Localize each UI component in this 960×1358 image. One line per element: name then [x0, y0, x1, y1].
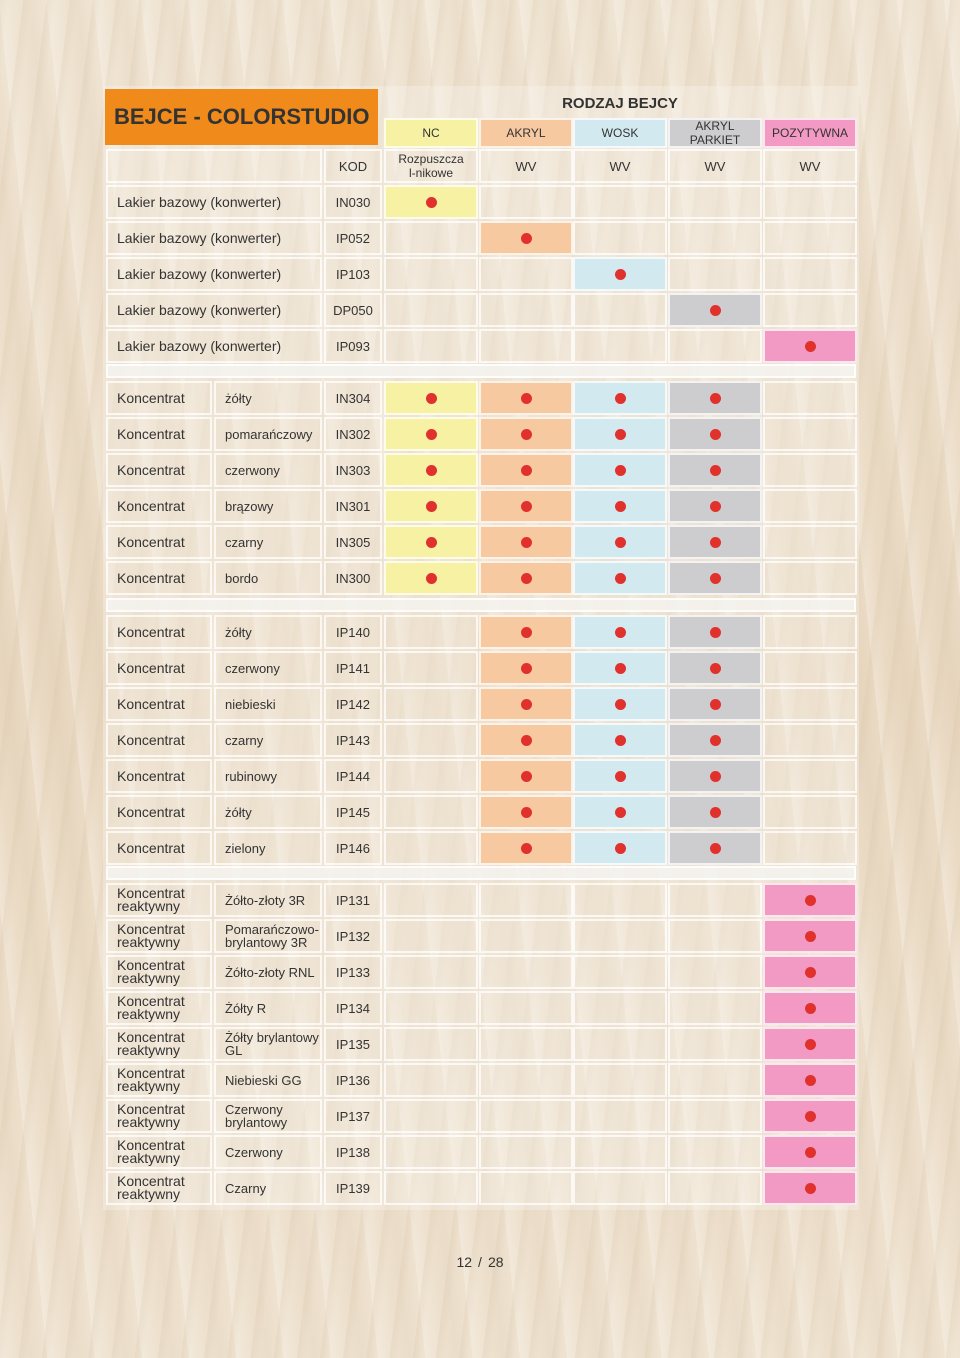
empty-cell — [384, 651, 478, 685]
compatibility-dot — [521, 429, 532, 440]
row-variant: Żółto-złoty 3R — [214, 883, 322, 917]
empty-cell — [479, 1063, 573, 1097]
row-code: IP141 — [324, 651, 382, 685]
compatible-cell — [668, 525, 762, 559]
row-code: IP135 — [324, 1027, 382, 1061]
row-variant: Czerwony brylantowy — [214, 1099, 322, 1133]
row-name: Koncentrat — [106, 525, 212, 559]
empty-cell — [573, 883, 667, 917]
column-group-header: RODZAJ BEJCY — [562, 94, 678, 112]
row-code: IP145 — [324, 795, 382, 829]
compatibility-dot — [710, 429, 721, 440]
compatibility-dot — [426, 537, 437, 548]
compatibility-dot — [521, 699, 532, 710]
compatible-cell — [384, 381, 478, 415]
empty-cell — [573, 329, 667, 363]
empty-cell — [668, 1099, 762, 1133]
empty-cell — [573, 1063, 667, 1097]
compatibility-dot — [615, 269, 626, 280]
empty-cell — [668, 1063, 762, 1097]
empty-cell — [384, 1027, 478, 1061]
row-name: Koncentrat — [106, 489, 212, 523]
column-header-wosk: WOSK — [573, 118, 667, 148]
row-variant: Żółty brylantowy GL — [214, 1027, 322, 1061]
row-name: Koncentrat — [106, 687, 212, 721]
empty-cell — [763, 831, 857, 865]
column-subheader: WV — [573, 149, 667, 183]
empty-cell — [573, 955, 667, 989]
empty-cell — [479, 185, 573, 219]
compatibility-dot — [615, 699, 626, 710]
empty-cell — [668, 991, 762, 1025]
row-variant: żółty — [214, 381, 322, 415]
empty-cell — [668, 919, 762, 953]
row-name: Koncentrat reaktywny — [106, 1027, 212, 1061]
compatibility-dot — [615, 807, 626, 818]
empty-cell — [384, 1135, 478, 1169]
empty-cell — [668, 329, 762, 363]
row-name: Koncentrat — [106, 561, 212, 595]
row-code: IN305 — [324, 525, 382, 559]
compatible-cell — [573, 687, 667, 721]
row-code: IP142 — [324, 687, 382, 721]
compatibility-dot — [615, 627, 626, 638]
compatible-cell — [668, 651, 762, 685]
compatible-cell — [479, 453, 573, 487]
compatibility-dot — [521, 663, 532, 674]
empty-cell — [573, 919, 667, 953]
page-separator: / — [478, 1254, 482, 1270]
empty-cell — [573, 1135, 667, 1169]
compatibility-dot — [615, 429, 626, 440]
compatibility-dot — [710, 663, 721, 674]
compatibility-dot — [615, 501, 626, 512]
row-variant: czerwony — [214, 651, 322, 685]
empty-cell — [384, 831, 478, 865]
compatible-cell — [763, 1063, 857, 1097]
compatibility-dot — [710, 465, 721, 476]
column-header-nc: NC — [384, 118, 478, 148]
row-name: Koncentrat — [106, 831, 212, 865]
empty-cell — [384, 257, 478, 291]
compatible-cell — [668, 723, 762, 757]
compatibility-dot — [426, 429, 437, 440]
column-subheader: WV — [763, 149, 857, 183]
empty-cell — [763, 723, 857, 757]
compatibility-dot — [805, 1039, 816, 1050]
row-name: Koncentrat — [106, 759, 212, 793]
compatibility-dot — [521, 843, 532, 854]
empty-cell — [763, 257, 857, 291]
empty-cell — [763, 525, 857, 559]
compatibility-dot — [615, 393, 626, 404]
empty-cell — [384, 687, 478, 721]
row-name: Koncentrat reaktywny — [106, 883, 212, 917]
empty-cell — [479, 1027, 573, 1061]
compatibility-dot — [521, 573, 532, 584]
compatibility-dot — [521, 735, 532, 746]
compatible-cell — [573, 831, 667, 865]
compatible-cell — [573, 257, 667, 291]
empty-cell — [479, 293, 573, 327]
compatible-cell — [384, 561, 478, 595]
row-variant: pomarańczowy — [214, 417, 322, 451]
compatibility-dot — [521, 771, 532, 782]
row-name: Koncentrat — [106, 723, 212, 757]
row-code: IP131 — [324, 883, 382, 917]
compatibility-dot — [521, 627, 532, 638]
empty-cell — [384, 221, 478, 255]
compatibility-dot — [710, 501, 721, 512]
row-name: Lakier bazowy (konwerter) — [106, 293, 322, 327]
empty-cell — [668, 221, 762, 255]
compatible-cell — [763, 919, 857, 953]
row-code: IP093 — [324, 329, 382, 363]
compatibility-dot — [710, 699, 721, 710]
row-code: IP133 — [324, 955, 382, 989]
row-variant: bordo — [214, 561, 322, 595]
compatible-cell — [573, 453, 667, 487]
compatible-cell — [573, 381, 667, 415]
row-code: IP139 — [324, 1171, 382, 1205]
compatibility-dot — [521, 501, 532, 512]
page-number — [430, 1254, 530, 1270]
compatibility-dot — [615, 465, 626, 476]
compatible-cell — [668, 293, 762, 327]
row-name: Koncentrat — [106, 381, 212, 415]
compatible-cell — [763, 1099, 857, 1133]
row-name: Lakier bazowy (konwerter) — [106, 221, 322, 255]
row-name: Koncentrat reaktywny — [106, 1099, 212, 1133]
empty-cell — [763, 759, 857, 793]
empty-cell — [384, 883, 478, 917]
compatible-cell — [384, 525, 478, 559]
compatible-cell — [384, 489, 478, 523]
compatibility-dot — [710, 627, 721, 638]
compatibility-dot — [805, 341, 816, 352]
empty-cell — [763, 381, 857, 415]
row-variant: Niebieski GG — [214, 1063, 322, 1097]
row-variant: Pomarańczowo-brylantowy 3R — [214, 919, 322, 953]
compatible-cell — [479, 417, 573, 451]
compatibility-dot — [805, 1183, 816, 1194]
row-variant: czarny — [214, 723, 322, 757]
empty-cell — [763, 453, 857, 487]
compatible-cell — [573, 417, 667, 451]
empty-cell — [573, 1027, 667, 1061]
compatible-cell — [384, 185, 478, 219]
empty-cell — [384, 723, 478, 757]
row-code: IN302 — [324, 417, 382, 451]
compatibility-dot — [521, 233, 532, 244]
column-subheader: Rozpuszczal-nikowe — [384, 149, 478, 183]
empty-cell — [763, 651, 857, 685]
compatible-cell — [668, 381, 762, 415]
row-variant: brązowy — [214, 489, 322, 523]
compatibility-dot — [426, 573, 437, 584]
compatible-cell — [668, 561, 762, 595]
compatible-cell — [668, 615, 762, 649]
row-variant: Żółty R — [214, 991, 322, 1025]
compatibility-dot — [710, 537, 721, 548]
compatibility-dot — [710, 305, 721, 316]
compatible-cell — [573, 615, 667, 649]
empty-cell — [479, 919, 573, 953]
compatibility-dot — [615, 735, 626, 746]
column-header-akryl-parkiet: AKRYL PARKIET — [668, 118, 762, 148]
empty-cell — [763, 561, 857, 595]
empty-cell — [668, 955, 762, 989]
compatible-cell — [479, 759, 573, 793]
compatibility-dot — [805, 931, 816, 942]
compatibility-dot — [805, 1003, 816, 1014]
row-name: Koncentrat reaktywny — [106, 1063, 212, 1097]
compatibility-dot — [521, 393, 532, 404]
row-code: IP132 — [324, 919, 382, 953]
row-code: IN303 — [324, 453, 382, 487]
row-code: IP140 — [324, 615, 382, 649]
row-name: Koncentrat reaktywny — [106, 919, 212, 953]
compatibility-dot — [521, 465, 532, 476]
group-separator — [106, 364, 856, 378]
compatibility-dot — [615, 843, 626, 854]
compatibility-dot — [805, 1075, 816, 1086]
empty-cell — [479, 1099, 573, 1133]
compatibility-dot — [710, 573, 721, 584]
row-variant: Czarny — [214, 1171, 322, 1205]
row-name: Koncentrat reaktywny — [106, 1171, 212, 1205]
compatible-cell — [479, 221, 573, 255]
row-code: IN030 — [324, 185, 382, 219]
empty-cell — [384, 1171, 478, 1205]
empty-cell — [668, 1171, 762, 1205]
row-name: Koncentrat — [106, 417, 212, 451]
compatibility-dot — [426, 197, 437, 208]
empty-cell — [384, 955, 478, 989]
row-code: DP050 — [324, 293, 382, 327]
compatible-cell — [668, 687, 762, 721]
row-variant: czarny — [214, 525, 322, 559]
column-subheader: WV — [668, 149, 762, 183]
empty-cell — [763, 221, 857, 255]
empty-cell — [763, 687, 857, 721]
empty-cell — [479, 991, 573, 1025]
row-code: IP134 — [324, 991, 382, 1025]
page-title: BEJCE - COLORSTUDIO — [105, 89, 378, 145]
row-variant: Czerwony — [214, 1135, 322, 1169]
row-code: IP103 — [324, 257, 382, 291]
empty-cell — [384, 991, 478, 1025]
empty-cell — [573, 991, 667, 1025]
empty-cell — [763, 417, 857, 451]
compatibility-dot — [426, 393, 437, 404]
compatibility-dot — [805, 1147, 816, 1158]
compatible-cell — [479, 723, 573, 757]
row-variant: rubinowy — [214, 759, 322, 793]
compatible-cell — [763, 1027, 857, 1061]
compatibility-dot — [426, 465, 437, 476]
compatibility-dot — [615, 573, 626, 584]
compatible-cell — [763, 1135, 857, 1169]
compatible-cell — [573, 651, 667, 685]
column-header-akryl: AKRYL — [479, 118, 573, 148]
compatible-cell — [573, 723, 667, 757]
compatible-cell — [573, 795, 667, 829]
compatibility-dot — [521, 807, 532, 818]
row-name: Koncentrat — [106, 453, 212, 487]
compatible-cell — [573, 759, 667, 793]
header-blank-cell — [106, 149, 322, 183]
group-separator — [106, 598, 856, 612]
empty-cell — [573, 1099, 667, 1133]
empty-cell — [384, 615, 478, 649]
row-code: IN300 — [324, 561, 382, 595]
row-variant: żółty — [214, 615, 322, 649]
compatible-cell — [573, 561, 667, 595]
row-variant: Żółto-złoty RNL — [214, 955, 322, 989]
compatible-cell — [479, 795, 573, 829]
compatible-cell — [668, 795, 762, 829]
empty-cell — [763, 615, 857, 649]
row-variant: zielony — [214, 831, 322, 865]
compatibility-dot — [615, 663, 626, 674]
row-code: IN301 — [324, 489, 382, 523]
compatibility-dot — [805, 1111, 816, 1122]
compatible-cell — [763, 329, 857, 363]
compatibility-dot — [710, 807, 721, 818]
row-name: Koncentrat reaktywny — [106, 991, 212, 1025]
empty-cell — [763, 293, 857, 327]
compatible-cell — [479, 381, 573, 415]
empty-cell — [384, 329, 478, 363]
compatibility-dot — [710, 735, 721, 746]
empty-cell — [479, 329, 573, 363]
row-name: Koncentrat — [106, 795, 212, 829]
compatible-cell — [479, 615, 573, 649]
row-name: Lakier bazowy (konwerter) — [106, 257, 322, 291]
compatible-cell — [479, 561, 573, 595]
row-variant: żółty — [214, 795, 322, 829]
empty-cell — [384, 1099, 478, 1133]
empty-cell — [668, 1135, 762, 1169]
empty-cell — [479, 257, 573, 291]
column-header-pozytywna: POZYTYWNA — [763, 118, 857, 148]
empty-cell — [573, 221, 667, 255]
kod-header: KOD — [324, 149, 382, 183]
compatibility-dot — [615, 537, 626, 548]
compatible-cell — [668, 759, 762, 793]
empty-cell — [384, 293, 478, 327]
row-name: Lakier bazowy (konwerter) — [106, 329, 322, 363]
row-name: Koncentrat — [106, 615, 212, 649]
column-subheader: WV — [479, 149, 573, 183]
compatibility-dot — [521, 537, 532, 548]
compatible-cell — [763, 955, 857, 989]
row-code: IP137 — [324, 1099, 382, 1133]
compatibility-dot — [426, 501, 437, 512]
row-name: Koncentrat reaktywny — [106, 1135, 212, 1169]
row-code: IP146 — [324, 831, 382, 865]
row-code: IP136 — [324, 1063, 382, 1097]
empty-cell — [573, 293, 667, 327]
compatibility-dot — [710, 393, 721, 404]
compatibility-dot — [710, 771, 721, 782]
compatibility-dot — [805, 967, 816, 978]
row-variant: niebieski — [214, 687, 322, 721]
row-variant: czerwony — [214, 453, 322, 487]
empty-cell — [384, 759, 478, 793]
compatibility-dot — [615, 771, 626, 782]
compatible-cell — [668, 453, 762, 487]
compatibility-dot — [805, 895, 816, 906]
empty-cell — [573, 185, 667, 219]
total-pages: 28 — [487, 1254, 504, 1270]
group-separator — [106, 866, 856, 880]
compatible-cell — [479, 525, 573, 559]
compatible-cell — [763, 991, 857, 1025]
compatible-cell — [763, 1171, 857, 1205]
row-name: Lakier bazowy (konwerter) — [106, 185, 322, 219]
row-code: IP143 — [324, 723, 382, 757]
compatible-cell — [668, 417, 762, 451]
row-code: IP144 — [324, 759, 382, 793]
row-code: IP052 — [324, 221, 382, 255]
compatibility-dot — [710, 843, 721, 854]
empty-cell — [479, 955, 573, 989]
row-code: IN304 — [324, 381, 382, 415]
compatible-cell — [573, 489, 667, 523]
row-name: Koncentrat reaktywny — [106, 955, 212, 989]
row-name: Koncentrat — [106, 651, 212, 685]
empty-cell — [479, 1135, 573, 1169]
compatible-cell — [479, 489, 573, 523]
empty-cell — [573, 1171, 667, 1205]
compatible-cell — [668, 489, 762, 523]
compatible-cell — [479, 687, 573, 721]
empty-cell — [668, 1027, 762, 1061]
compatible-cell — [763, 883, 857, 917]
empty-cell — [763, 489, 857, 523]
compatible-cell — [384, 417, 478, 451]
empty-cell — [479, 1171, 573, 1205]
empty-cell — [763, 185, 857, 219]
empty-cell — [668, 883, 762, 917]
empty-cell — [384, 919, 478, 953]
empty-cell — [668, 257, 762, 291]
compatible-cell — [668, 831, 762, 865]
compatible-cell — [384, 453, 478, 487]
empty-cell — [479, 883, 573, 917]
empty-cell — [763, 795, 857, 829]
empty-cell — [384, 1063, 478, 1097]
compatible-cell — [479, 651, 573, 685]
empty-cell — [668, 185, 762, 219]
empty-cell — [384, 795, 478, 829]
compatible-cell — [573, 525, 667, 559]
current-page: 12 — [456, 1254, 473, 1270]
compatible-cell — [479, 831, 573, 865]
row-code: IP138 — [324, 1135, 382, 1169]
